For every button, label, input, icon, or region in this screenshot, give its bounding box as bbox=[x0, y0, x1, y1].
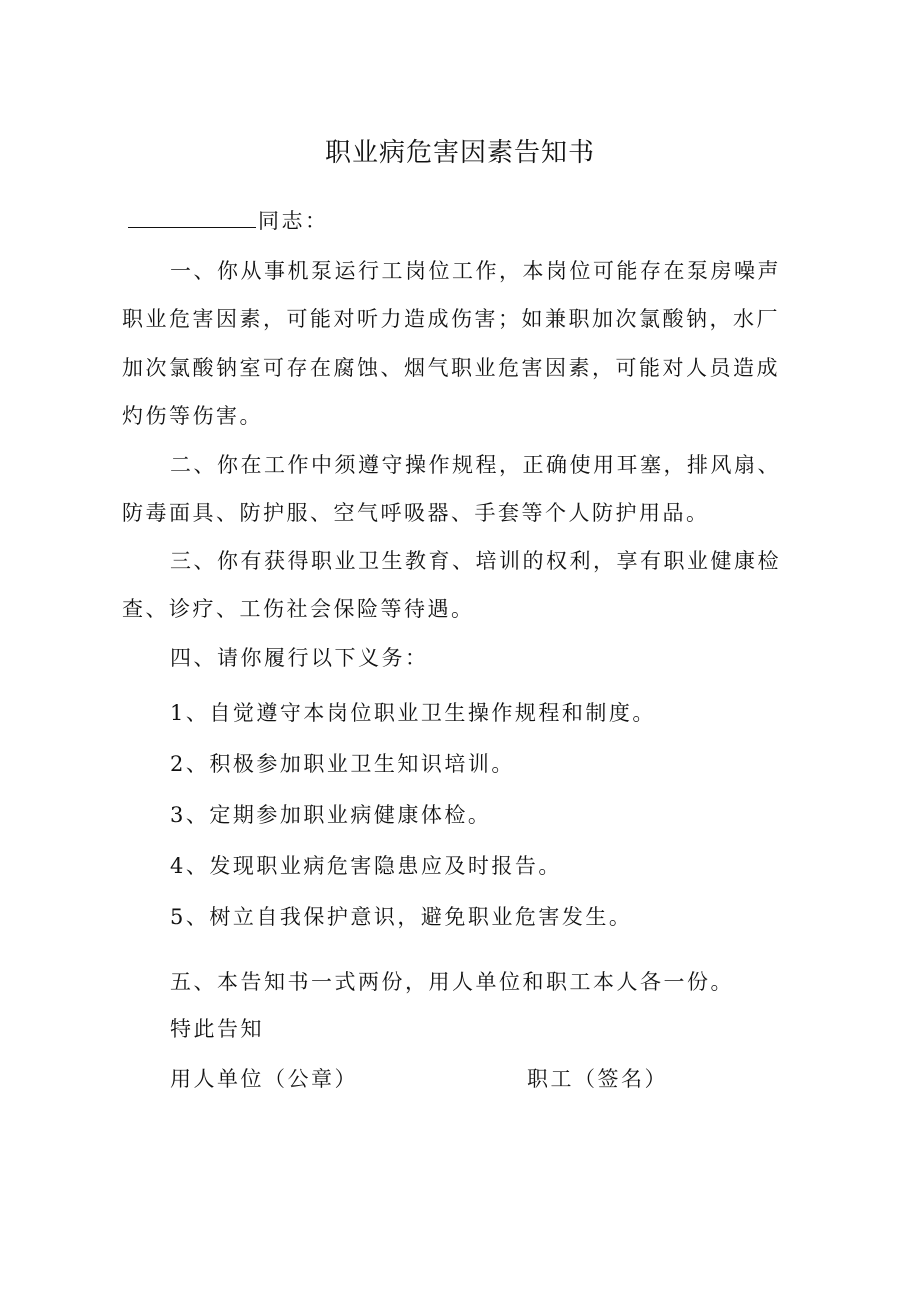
employer-signature-label: 用人单位（公章） bbox=[170, 1067, 358, 1091]
para1-line-1: 一、你从事机泵运行工岗位工作，本岗位可能存在泵房噪声 bbox=[170, 259, 781, 283]
para2-line-2: 防毒面具、防护服、空气呼吸器、手套等个人防护用品。 bbox=[122, 501, 710, 525]
para5: 五、本告知书一式两份，用人单位和职工本人各一份。 bbox=[170, 970, 734, 994]
para4-heading: 四、请你履行以下义务： bbox=[170, 646, 429, 670]
para1-line-4: 灼伤等伤害。 bbox=[122, 404, 263, 428]
para1-line-3: 加次氯酸钠室可存在腐蚀、烟气职业危害因素，可能对人员造成 bbox=[122, 356, 780, 380]
para3-line-2: 查、诊疗、工伤社会保险等待遇。 bbox=[122, 597, 475, 621]
para1-line-2: 职业危害因素，可能对听力造成伤害；如兼职加次氯酸钠，水厂 bbox=[122, 307, 780, 331]
greeting-line bbox=[128, 205, 329, 236]
duty-item-4: 4、发现职业病危害隐患应及时报告。 bbox=[170, 854, 562, 878]
document-title: 职业病危害因素告知书 bbox=[324, 138, 595, 168]
greeting-text: 同志： bbox=[258, 209, 329, 233]
name-blank bbox=[128, 205, 256, 228]
para2-line-1: 二、你在工作中须遵守操作规程，正确使用耳塞，排风扇、 bbox=[170, 453, 781, 477]
para3-line-1: 三、你有获得职业卫生教育、培训的权利，享有职业健康检 bbox=[170, 549, 781, 573]
duty-item-5: 5、树立自我保护意识，避免职业危害发生。 bbox=[170, 905, 633, 929]
duty-item-1: 1、自觉遵守本岗位职业卫生操作规程和制度。 bbox=[170, 701, 656, 725]
duty-item-2: 2、积极参加职业卫生知识培训。 bbox=[170, 752, 515, 776]
duty-item-3: 3、定期参加职业病健康体检。 bbox=[170, 803, 492, 827]
employee-signature-label: 职工（签名） bbox=[527, 1067, 668, 1091]
notice-text: 特此告知 bbox=[170, 1017, 264, 1041]
